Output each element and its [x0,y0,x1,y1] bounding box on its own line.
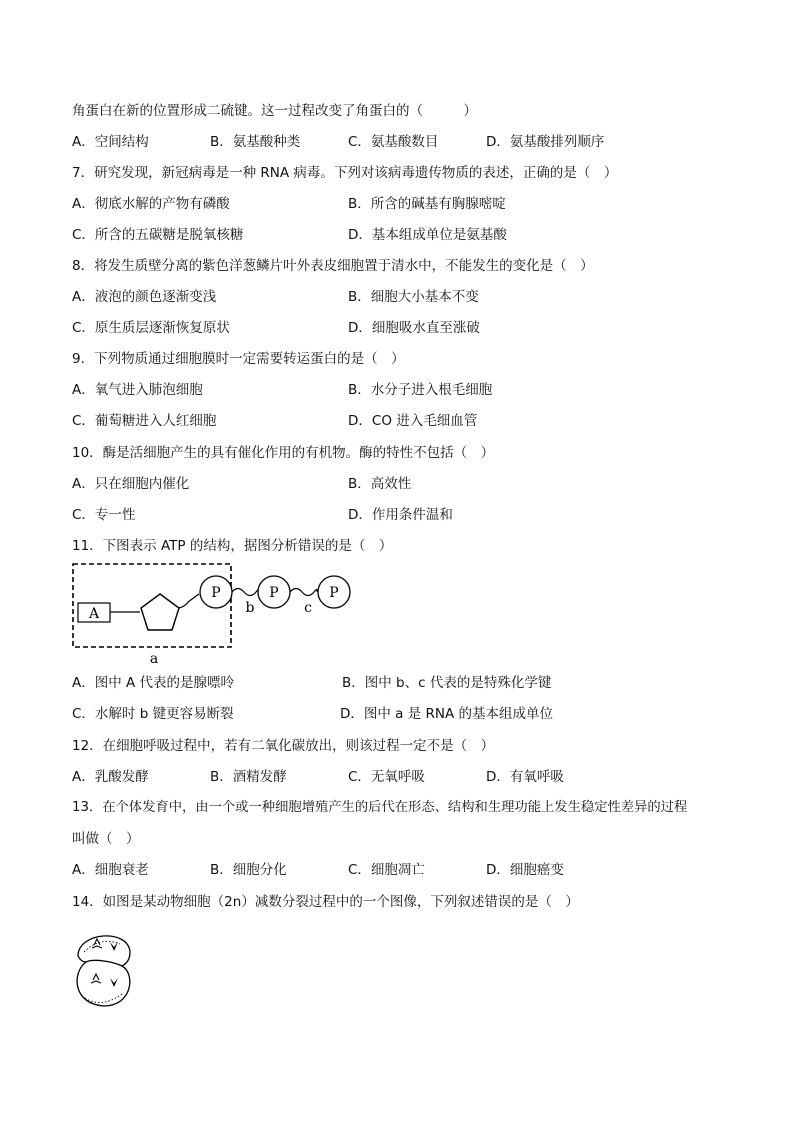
q9-stem: 9．下列物质通过细胞膜时一定需要转运蛋白的是（ ） [72,351,405,367]
q11-option-d: D．图中 a 是 RNA 的基本组成单位 [340,706,554,722]
chromosome-upper-right [110,942,118,951]
dividing-cell-diagram [70,918,140,1014]
q13-stem-line1: 13．在个体发育中，由一个或一种细胞增殖产生的后代在形态、结构和生理功能上发生稳定性差异的过程 [72,800,688,815]
chromosome-upper-left [92,939,102,948]
cell-membrane-lower [77,960,130,1006]
q9-option-d: D．CO 进入毛细血管 [348,413,478,429]
q8-stem: 8．将发生质壁分离的紫色洋葱鳞片叶外表皮细胞置于清水中，不能发生的变化是（ ） [72,258,594,274]
q8-option-a: A．液泡的颜色逐渐变浅 [72,289,217,305]
q7-option-c: C．所含的五碳糖是脱氧核糖 [72,227,244,243]
group-a-label: a [149,651,159,667]
chromosome-lower-right [110,978,118,987]
q6-option-d: D．氨基酸排列顺序 [486,134,605,150]
q13-option-c: C．细胞凋亡 [348,862,425,878]
q8-option-b: B．细胞大小基本不变 [348,289,479,305]
q12-stem: 12．在细胞呼吸过程中，若有二氧化碳放出，则该过程一定不是（ ） [72,738,495,754]
q9-option-b: B．水分子进入根毛细胞 [348,382,493,398]
bond-b-label: b [245,600,255,616]
adenine-label: A [88,606,100,622]
q10-option-b: B．高效性 [348,476,412,492]
high-energy-bond-c [290,589,317,596]
q8-option-c: C．原生质层逐渐恢复原状 [72,320,230,336]
q11-option-c: C．水解时 b 键更容易断裂 [72,706,234,722]
q14-stem: 14．如图是某动物细胞（2n）减数分裂过程中的一个图像，下列叙述错误的是（ ） [72,894,579,910]
q12-option-d: D．有氧呼吸 [486,769,564,785]
q11-option-b: B．图中 b、c 代表的是特殊化学键 [342,675,552,691]
atp-structure-diagram [66,558,366,670]
q10-option-d: D．作用条件温和 [348,507,453,523]
q11-option-a: A．图中 A 代表的是腺嘌呤 [72,675,235,691]
q6-option-c: C．氨基酸数目 [348,134,439,150]
q6-option-a: A．空间结构 [72,134,149,150]
q6-stem-tail: 角蛋白在新的位置形成二硫键。这一过程改变了角蛋白的（ ） [72,103,477,119]
q8-option-d: D．细胞吸水直至涨破 [348,320,480,336]
q13-option-a: A．细胞衰老 [72,862,149,878]
q7-stem: 7．研究发现，新冠病毒是一种 RNA 病毒。下列对该病毒遗传物质的表述，正确的是（ ） [72,165,618,181]
bond-c-label: c [304,600,312,616]
q12-option-c: C．无氧呼吸 [348,769,425,785]
q12-option-a: A．乳酸发酵 [72,769,149,785]
q7-option-d: D．基本组成单位是氨基酸 [348,227,507,243]
q9-option-a: A．氧气进入肺泡细胞 [72,382,203,398]
q13-stem-line2: 叫做（ ） [72,831,140,847]
q10-option-a: A．只在细胞内催化 [72,476,190,492]
chromosome-lower-left [91,974,101,983]
q13-option-b: B．细胞分化 [210,862,287,878]
q10-option-c: C．专一性 [72,507,136,523]
q6-option-b: B．氨基酸种类 [210,134,301,150]
high-energy-bond-b [232,589,259,596]
q10-stem: 10．酶是活细胞产生的具有催化作用的有机物。酶的特性不包括（ ） [72,445,495,461]
q11-stem: 11．下图表示 ATP 的结构，据图分析错误的是（ ） [72,538,393,554]
phosphate-2-label: P [269,585,279,601]
q7-option-a: A．彻底水解的产物有磷酸 [72,196,230,212]
ribose-pentagon [141,594,179,630]
q13-option-d: D．细胞癌变 [486,862,564,878]
phosphate-1-label: P [211,585,221,601]
q7-option-b: B．所含的碱基有胸腺嘧啶 [348,196,506,212]
q9-option-c: C．葡萄糖进入人红细胞 [72,413,217,429]
q12-option-b: B．酒精发酵 [210,769,287,785]
phosphate-3-label: P [329,585,339,601]
